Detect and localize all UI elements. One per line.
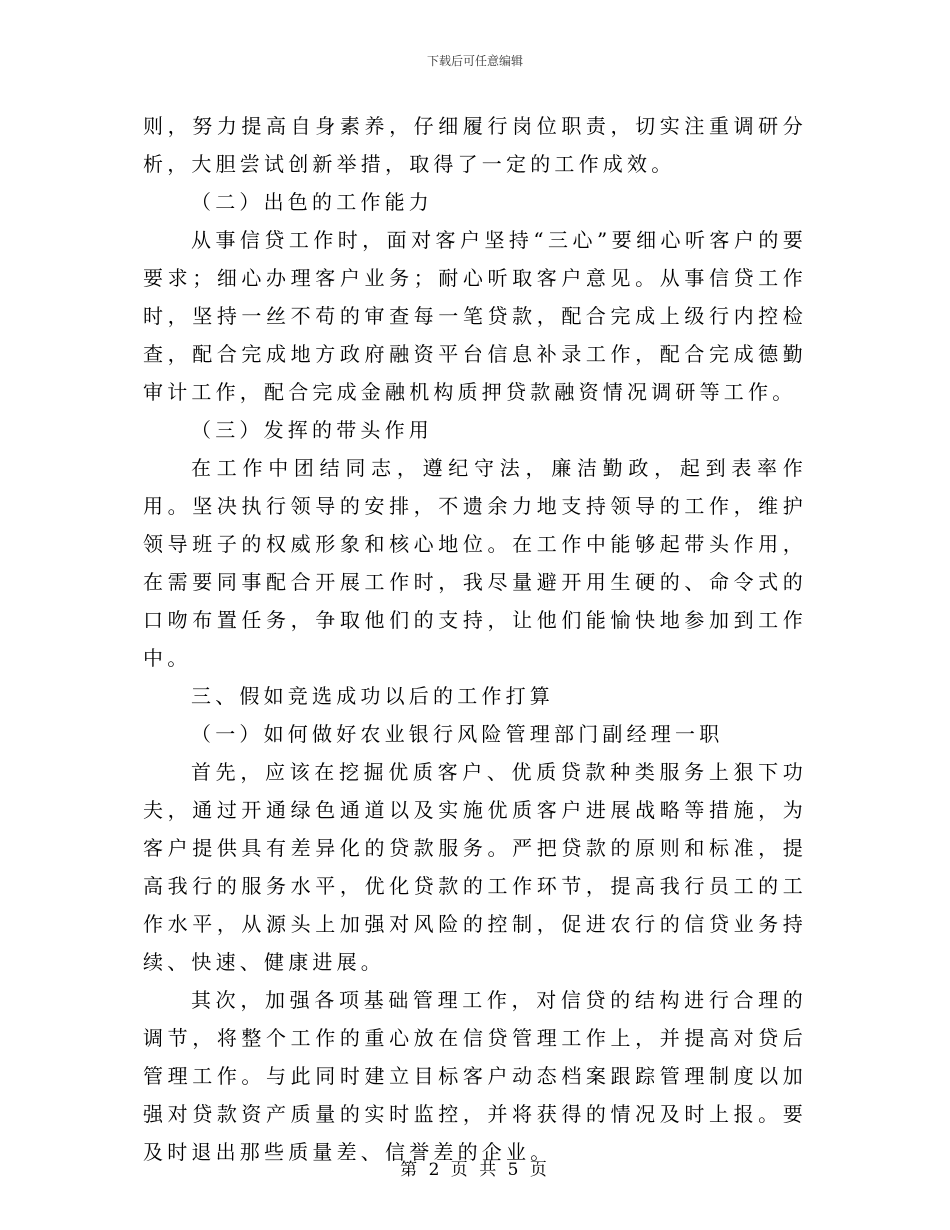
page-header-note: 下载后可任意编辑 xyxy=(426,54,523,68)
document-body xyxy=(143,107,807,1171)
subsection-heading-deputy-manager: （一）如何做好农业银行风险管理部门副经理一职 xyxy=(191,722,724,746)
paragraph-second-point: 其次，加强各项基础管理工作，对信贷的结构进行合理的调节，将整个工作的重心放在信贷管理工作上，并提高对贷后管理工作。与此同时建立目标客户动态档案跟踪管理制度以加强对贷款资产质量的实时监控，并将获得的情况及时上报。要及时退出那些质量差、信誉差的企业。 xyxy=(143,988,807,1164)
paragraph-leading-role: 在工作中团结同志，遵纪守法，廉洁勤政，起到表率作用。坚决执行领导的安排，不遗余力地支持领导的工作，维护领导班子的权威形象和核心地位。在工作中能够起带头作用，在需要同事配合开展工作时，我尽量避开用生硬的、命令式的口吻布置任务，争取他们的支持，让他们能愉快地参加到工作中。 xyxy=(143,456,807,670)
paragraph-continuation: 则，努力提高自身素养，仔细履行岗位职责，切实注重调研分析，大胆尝试创新举措，取得了一定的工作成效。 xyxy=(143,114,807,176)
section-heading-work-ability: （二）出色的工作能力 xyxy=(191,190,433,214)
paragraph-first-point: 首先，应该在挖掘优质客户、优质贷款种类服务上狠下功夫，通过开通绿色通道以及实施优质客户进展战略等措施，为客户提供具有差异化的贷款服务。严把贷款的原则和标准，提高我行的服务水平，优化贷款的工作环节，提高我行员工的工作水平，从源头上加强对风险的控制，促进农行的信贷业务持续、快速、健康进展。 xyxy=(143,760,807,974)
page-number-footer: 第 2 页 共 5 页 xyxy=(400,1160,550,1180)
section-heading-leading-role: （三）发挥的带头作用 xyxy=(191,418,433,442)
paragraph-work-ability: 从事信贷工作时，面对客户坚持“三心”要细心听客户的要要求；细心办理客户业务；耐心听取客户意见。从事信贷工作时，坚持一丝不苟的审查每一笔贷款，配合完成上级行内控检查，配合完成地方政府融资平台信息补录工作，配合完成德勤审计工作，配合完成金融机构质押贷款融资情况调研等工作。 xyxy=(143,228,807,404)
section-heading-work-plan: 三、假如竞选成功以后的工作打算 xyxy=(191,684,554,708)
